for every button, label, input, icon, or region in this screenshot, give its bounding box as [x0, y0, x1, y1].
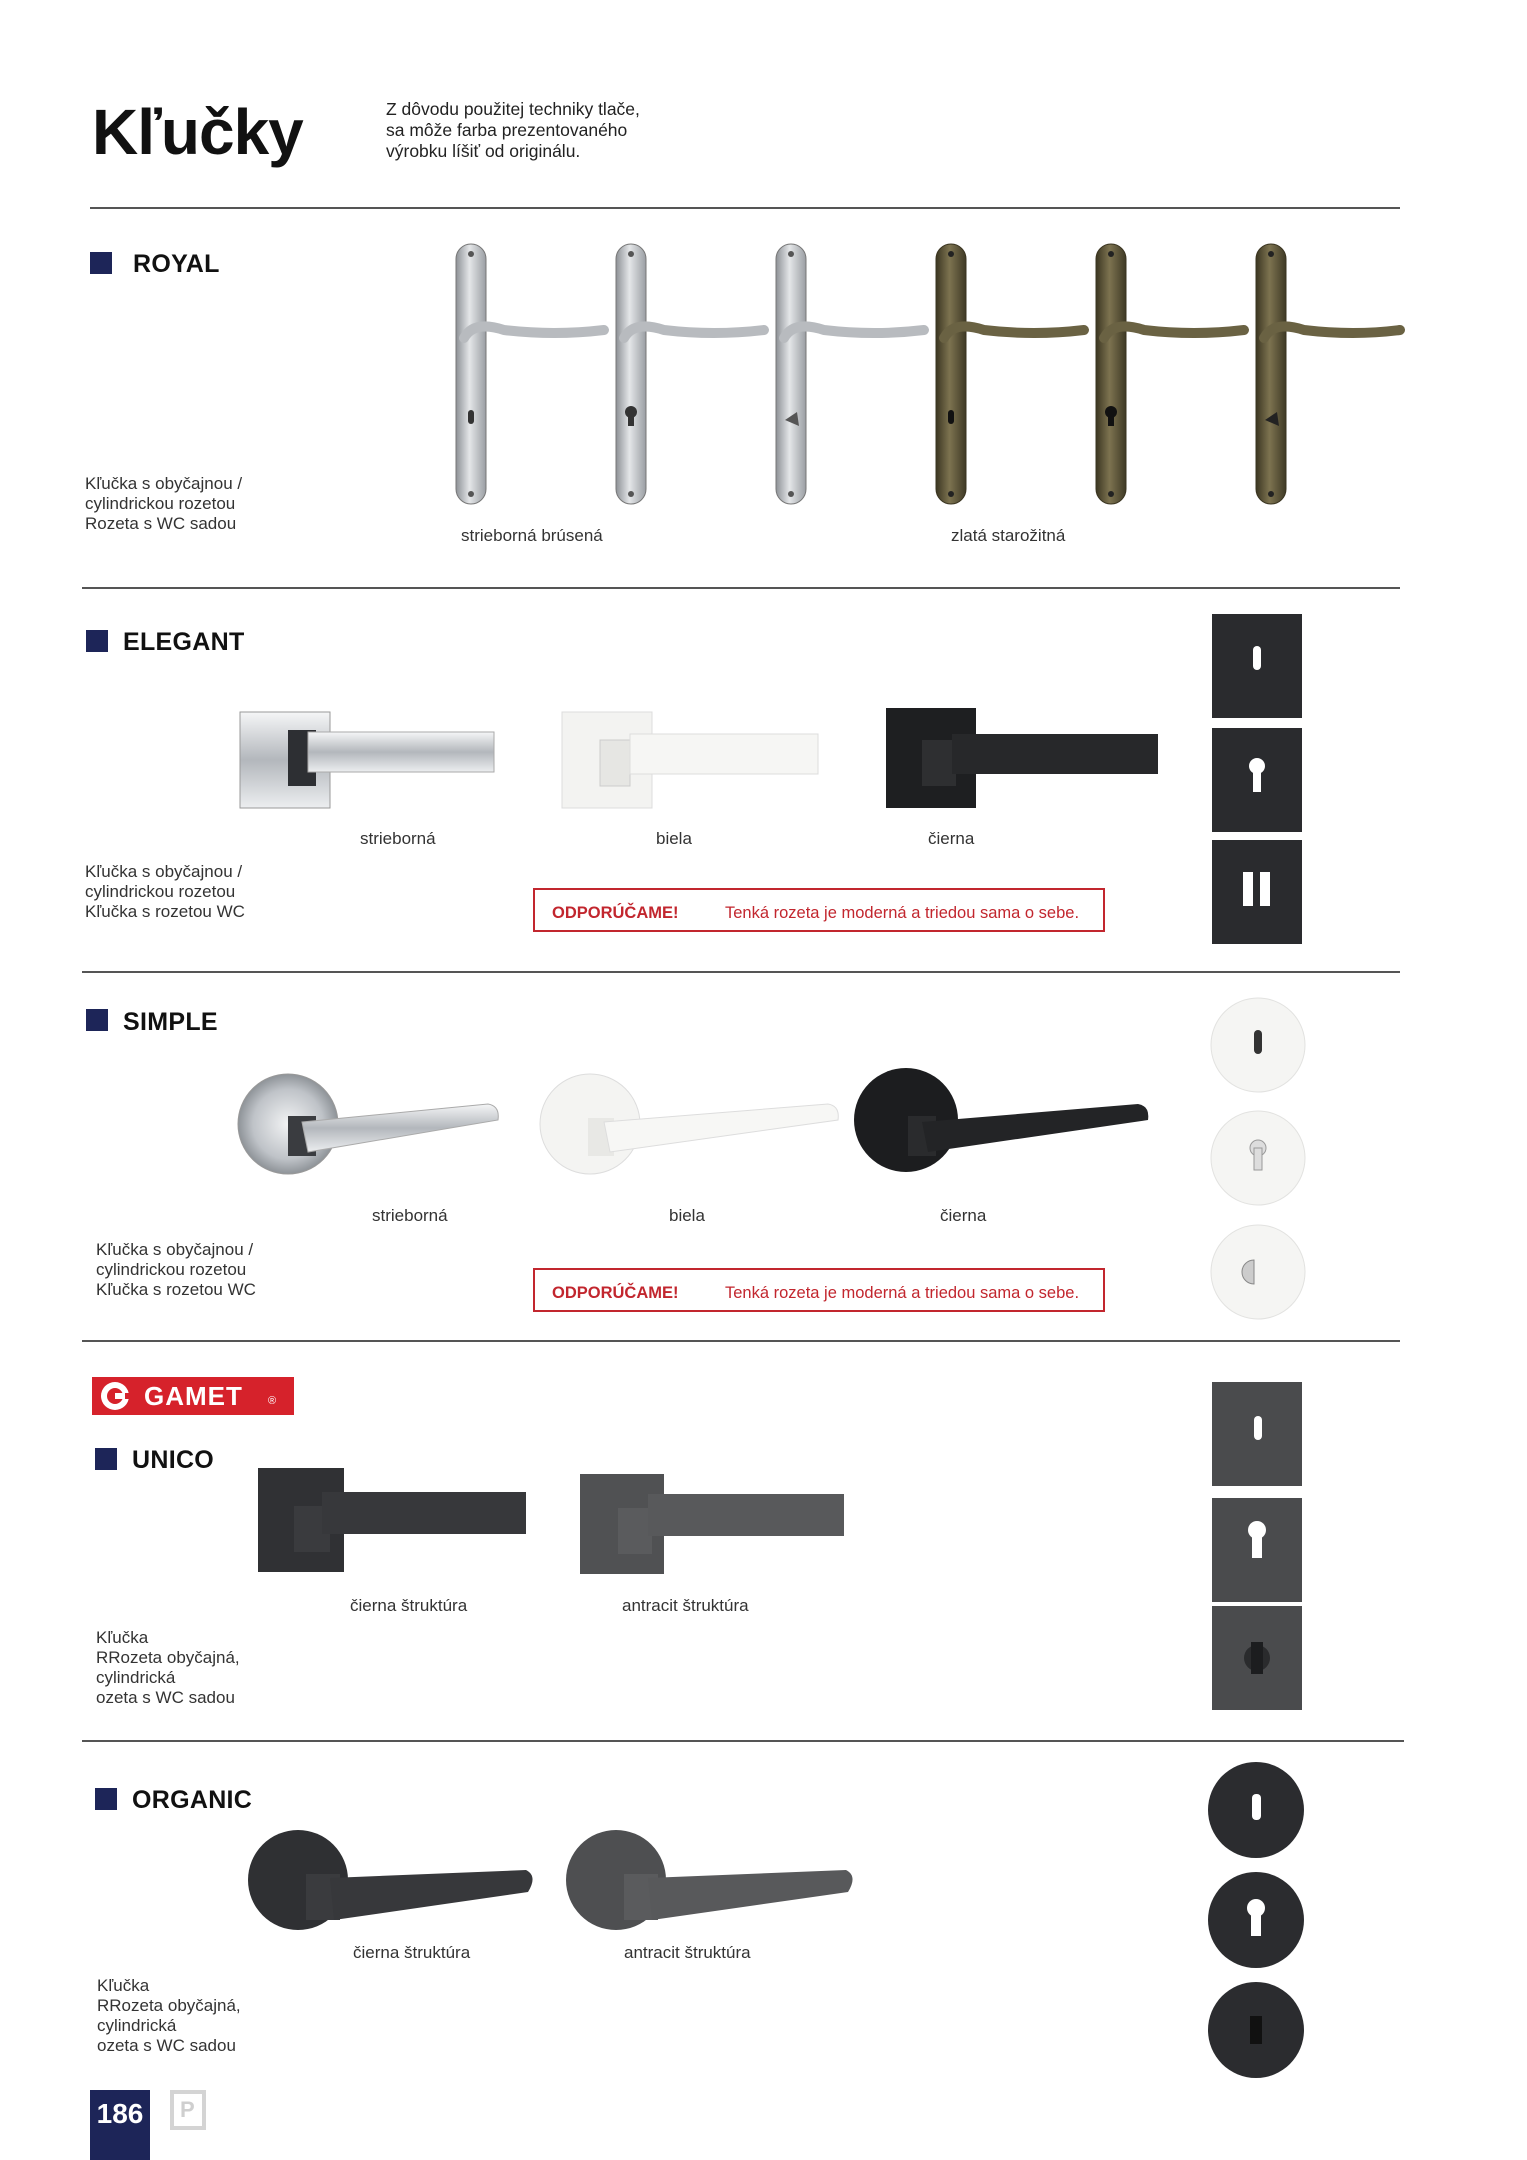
- elegant-color-black: čierna: [928, 829, 975, 848]
- section-title-organic: ORGANIC: [132, 1786, 253, 1814]
- simple-rose-key: [1211, 998, 1305, 1092]
- elegant-description: Kľučka s obyčajnou / cylindrickou rozetou Kľučka s rozetou WC: [85, 862, 245, 921]
- elegant-handles-image: [238, 700, 1158, 820]
- organic-handle-anthracite: [566, 1830, 853, 1930]
- royal-handle-silver-1: [456, 244, 604, 504]
- simple-description: Kľučka s obyčajnou / cylindrickou rozetou Kľučka s rozetou WC: [96, 1240, 256, 1299]
- royal-handle-silver-2: [616, 244, 764, 504]
- elegant-handle-white: [562, 712, 818, 808]
- divider: [82, 971, 1400, 973]
- divider: [90, 207, 1400, 209]
- simple-recommend-label: ODPORÚČAME!: [552, 1284, 679, 1302]
- unico-rose-wc: [1212, 1606, 1302, 1710]
- royal-handle-silver-3: [776, 244, 924, 504]
- unico-handles-image: [256, 1466, 846, 1574]
- elegant-handle-silver: [240, 712, 494, 808]
- organic-color-black: čierna štruktúra: [353, 1943, 471, 1962]
- elegant-color-white: biela: [656, 829, 692, 848]
- elegant-color-silver: strieborná: [360, 829, 436, 848]
- elegant-recommend-text: Tenká rozeta je moderná a triedou sama o sebe.: [725, 904, 1080, 922]
- royal-handle-gold-3: [1256, 244, 1400, 504]
- unico-color-anthracite: antracit štruktúra: [622, 1596, 749, 1615]
- elegant-rose-cylinder: [1212, 728, 1302, 832]
- organic-description: Kľučka RRozeta obyčajná, cylindrická ozeta s WC sadou: [97, 1976, 241, 2055]
- publisher-logo-letter: P: [180, 2097, 195, 2122]
- simple-color-silver: strieborná: [372, 1206, 448, 1225]
- page-title: Kľučky: [92, 96, 303, 168]
- elegant-handle-black: [886, 708, 1158, 808]
- organic-rose-wc: [1208, 1982, 1304, 2078]
- simple-roses-image: [1210, 1000, 1306, 1324]
- royal-description: Kľučka s obyčajnou / cylindrickou rozetou Rozeta s WC sadou: [85, 474, 243, 533]
- section-marker: [86, 630, 108, 652]
- gamet-logo-text: GAMET: [144, 1381, 243, 1411]
- gamet-registered-mark: ®: [268, 1395, 277, 1407]
- simple-color-black: čierna: [940, 1206, 987, 1225]
- royal-handles-image: [440, 240, 1400, 510]
- unico-color-black: čierna štruktúra: [350, 1596, 468, 1615]
- elegant-rose-key: [1212, 614, 1302, 718]
- organic-roses-image: [1208, 1762, 1306, 2080]
- gamet-logo-mark: [96, 1379, 136, 1413]
- section-title-royal: ROYAL: [133, 250, 220, 278]
- elegant-recommend-label: ODPORÚČAME!: [552, 904, 679, 922]
- simple-color-white: biela: [669, 1206, 705, 1225]
- simple-handle-black: [854, 1068, 1148, 1172]
- unico-handle-anthracite: [580, 1474, 844, 1574]
- royal-color-gold: zlatá starožitná: [951, 526, 1066, 545]
- unico-roses-image: [1210, 1380, 1304, 1710]
- simple-rose-wc: [1211, 1225, 1305, 1319]
- royal-handle-gold-1: [936, 244, 1084, 504]
- organic-handles-image: [246, 1826, 856, 1930]
- unico-rose-cylinder: [1212, 1498, 1302, 1602]
- divider: [82, 587, 1400, 589]
- simple-handles-image: [238, 1066, 1158, 1176]
- unico-description: Kľučka RRozeta obyčajná, cylindrická ozeta s WC sadou: [96, 1628, 240, 1707]
- publisher-logo: [170, 2090, 206, 2130]
- organic-rose-cylinder: [1208, 1872, 1304, 1968]
- elegant-rose-wc: [1212, 840, 1302, 944]
- elegant-roses-image: [1210, 610, 1304, 944]
- section-marker: [86, 1009, 108, 1031]
- simple-recommend-text: Tenká rozeta je moderná a triedou sama o sebe.: [725, 1284, 1080, 1302]
- divider: [82, 1340, 1400, 1342]
- section-marker: [95, 1788, 117, 1810]
- section-marker: [90, 252, 112, 274]
- section-title-elegant: ELEGANT: [123, 628, 245, 656]
- simple-handle-silver: [238, 1074, 498, 1174]
- organic-color-anthracite: antracit štruktúra: [624, 1943, 751, 1962]
- simple-handle-white: [540, 1074, 838, 1174]
- unico-handle-black: [258, 1468, 526, 1572]
- royal-color-silver: strieborná brúsená: [461, 526, 603, 545]
- organic-handle-black: [248, 1830, 533, 1930]
- print-color-note: Z dôvodu použitej techniky tlače, sa môže farba prezentovaného výrobku líšiť od originálu.: [386, 99, 640, 161]
- section-title-simple: SIMPLE: [123, 1008, 218, 1036]
- simple-rose-cylinder: [1211, 1111, 1305, 1205]
- page-number: 186: [96, 2098, 144, 2129]
- unico-rose-key: [1212, 1382, 1302, 1486]
- divider: [82, 1740, 1404, 1742]
- section-title-unico: UNICO: [132, 1446, 215, 1474]
- section-marker: [95, 1448, 117, 1470]
- gamet-logo: [92, 1377, 294, 1415]
- royal-handle-gold-2: [1096, 244, 1244, 504]
- organic-rose-key: [1208, 1762, 1304, 1858]
